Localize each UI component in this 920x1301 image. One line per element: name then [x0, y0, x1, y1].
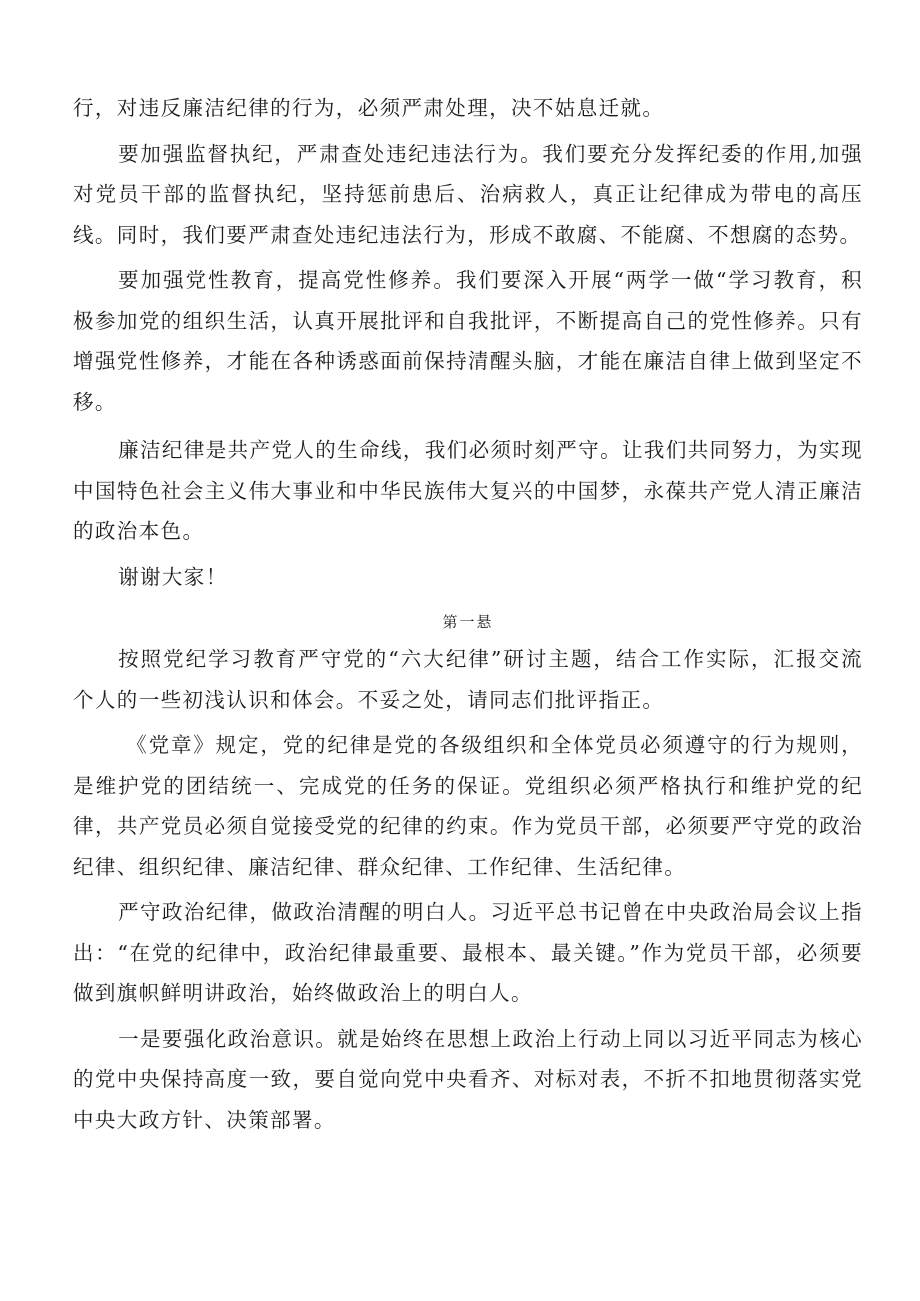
paragraph-conclusion: 廉洁纪律是共产党人的生命线，我们必须时刻严守。让我们共同努力，为实现中国特色社会主义伟大事业和中华民族伟大复兴的中国梦，永葆共产党人清正廉洁的政治本色。	[73, 438, 863, 543]
paragraph-supervision: 要加强监督执纪，严肃查处违纪违法行为。我们要充分发挥纪委的作用,加强对党员干部的监督执纪，坚持惩前患后、治病救人，真正让纪律成为带电的高压线。同时，我们要严肃查处违纪违法行为，形成不敢腐、不能腐、不想腐的态势。	[73, 141, 863, 247]
paragraph-party-education: 要加强党性教育，提高党性修养。我们要深入开展“两学一做“学习教育，积极参加党的组织生活，认真开展批评和自我批评，不断提高自己的党性修养。只有增强党性修养，才能在各种诱惑面前保持清醒头脑，才能在廉洁自律上做到坚定不移。	[73, 268, 863, 414]
paragraph-intro: 按照党纪学习教育严守党的“六大纪律”研讨主题，结合工作实际，汇报交流个人的一些初浅认识和体会。不妥之处，请同志们批评指正。	[73, 647, 863, 712]
paragraph-political-discipline: 严守政治纪律，做政治清醒的明白人。习近平总书记曾在中央政治局会议上指出：“在党的纪律中，政治纪律最重要、最根本、最关键。”作为党员干部，必须要做到旗帜鲜明讲政治，始终做政治上的明白人。	[73, 900, 863, 1005]
paragraph-continuation: 行，对违反廉洁纪律的行为，必须严肃处理，决不姑息迁就。	[73, 96, 665, 120]
paragraph-political-awareness: 一是要强化政治意识。就是始终在思想上政治上行动上同以习近平同志为核心的党中央保持高度一致，要自觉向党中央看齐、对标对表，不折不扣地贯彻落实党中央大政方针、决策部署。	[73, 1026, 863, 1132]
paragraph-party-constitution: 《党章》规定，党的纪律是党的各级组织和全体党员必须遵守的行为规则，是维护党的团结统一、完成党的任务的保证。党组织必须严格执行和维护党的纪律，共产党员必须自觉接受党的纪律的约束。作为党员干部，必须要严守党的政治纪律、组织纪律、廉洁纪律、群众纪律、工作纪律、生活纪律。	[73, 733, 863, 879]
document-body	[73, 88, 863, 1140]
section-heading: 第一悬	[442, 613, 494, 631]
thanks-text: 谢谢大家！	[118, 564, 228, 589]
